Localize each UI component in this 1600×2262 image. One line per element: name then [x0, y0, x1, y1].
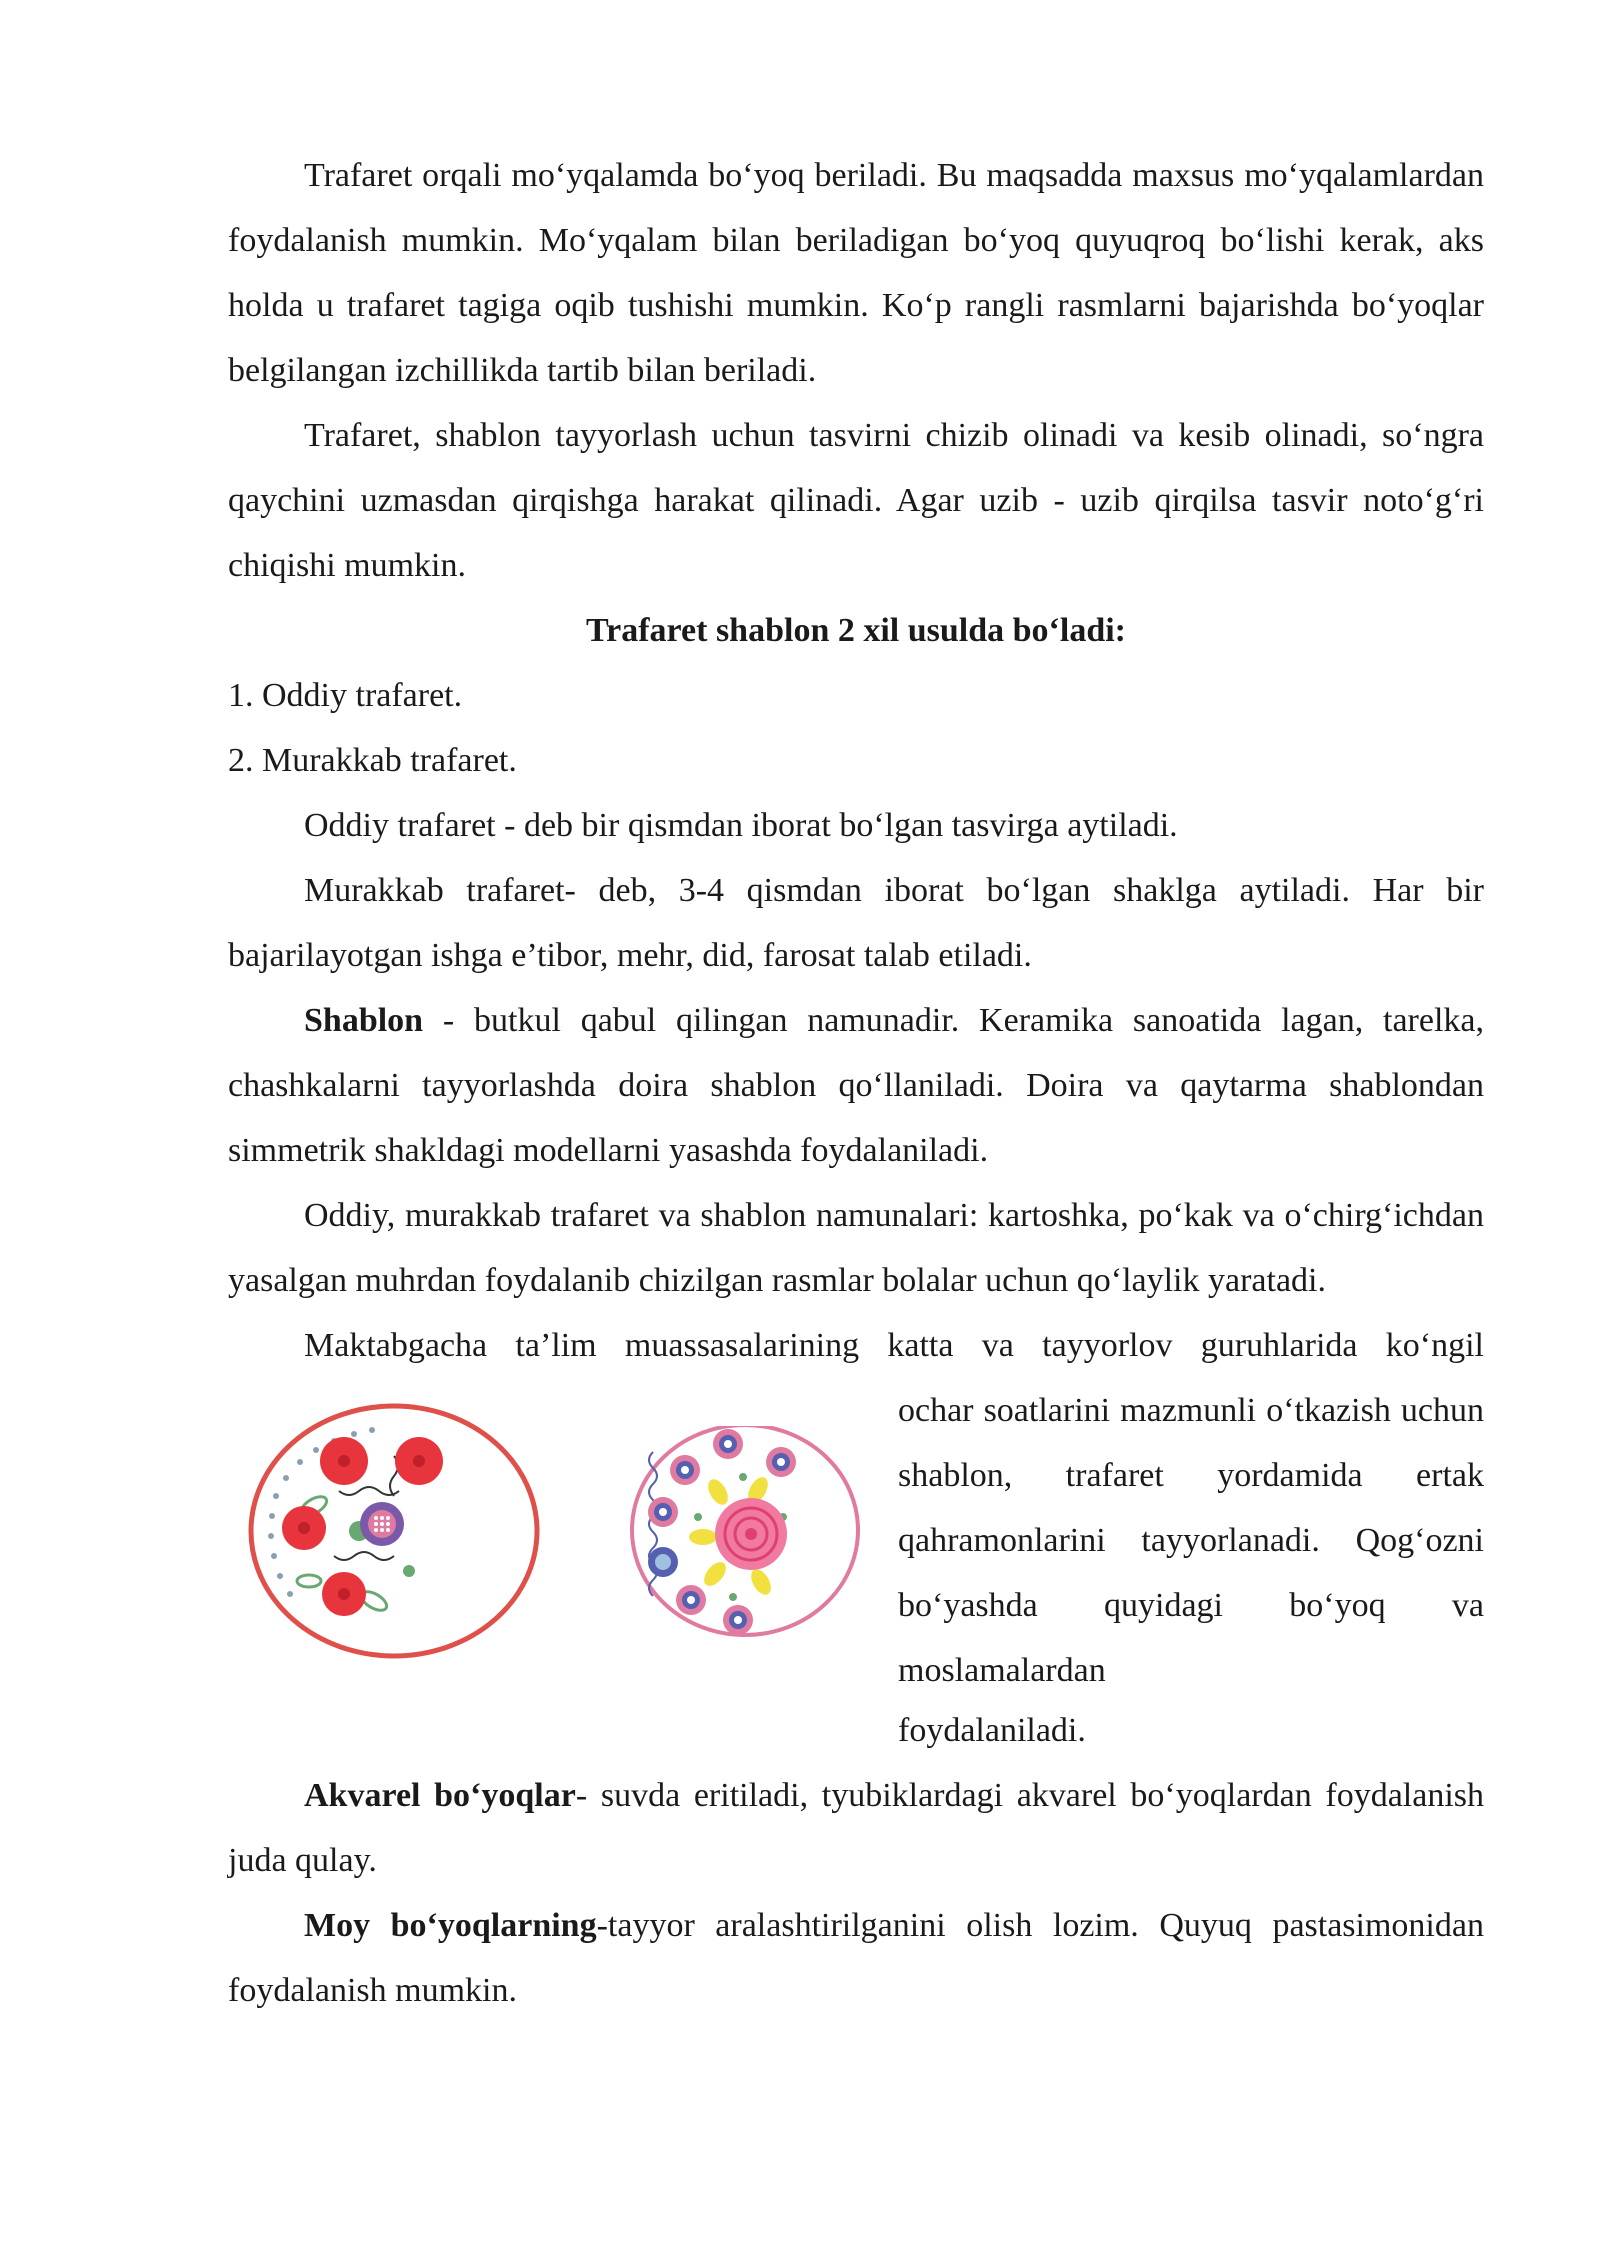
flower-plate-illustration	[244, 1396, 544, 1666]
paragraph-8-text: - suvda eritiladi, tyubiklardagi akvarel bo‘yoqlardan foydalanish juda qulay.	[228, 1777, 1484, 1879]
paragraph-5-text: - butkul qabul qilingan namunadir. Keramika sanoatida lagan, tarelka, chashkalarni tayyorlashda doira shablon qo‘llaniladi. Doira va qaytarma shablondan simmetrik shakldagi modellarni yasashda foydalaniladi.	[228, 1002, 1484, 1169]
paragraph-9	[228, 1893, 1484, 2023]
paragraph-2: Trafaret, shablon tayyorlash uchun tasvirni chizib olinadi va kesib olinadi, so‘ngra qaychini uzmasdan qirqishga harakat qilinadi. Agar uzib - uzib qirqilsa tasvir noto‘g‘ri chiqishi mumkin.	[228, 417, 1484, 584]
term-akvarel: Akvarel bo‘yoqlar	[304, 1777, 576, 1814]
half-plate-illustration	[623, 1422, 868, 1647]
section-heading: Trafaret shablon 2 xil usulda bo‘ladi:	[585, 612, 1126, 649]
stencil-illustrations	[228, 1378, 898, 1703]
figure-with-text	[228, 1378, 1484, 1703]
paragraph-7-end: foydalaniladi.	[898, 1712, 1086, 1749]
paragraph-5	[228, 988, 1484, 1183]
paragraph-4: Murakkab trafaret- deb, 3-4 qismdan iborat bo‘lgan shaklga aytiladi. Har bir bajarilayotgan ishga e’tibor, mehr, did, farosat talab etiladi.	[228, 872, 1484, 974]
list-item-2: 2. Murakkab trafaret.	[228, 742, 517, 779]
paragraph-3: Oddiy trafaret - deb bir qismdan iborat bo‘lgan tasvirga aytiladi.	[304, 807, 1178, 844]
term-moy-boyoq: Moy bo‘yoqlarning	[304, 1907, 597, 1944]
paragraph-8	[228, 1763, 1484, 1893]
paragraph-1: Trafaret orqali mo‘yqalamda bo‘yoq beriladi. Bu maqsadda maxsus mo‘yqalamlardan foydalanish mumkin. Mo‘yqalam bilan beriladigan bo‘yoq quyuqroq bo‘lishi kerak, aks holda u trafaret tagiga oqib tushishi mumkin. Ko‘p rangli rasmlarni bajarishda bo‘yoqlar belgilangan izchillikda tartib bilan beriladi.	[228, 157, 1484, 389]
document-page	[228, 143, 1484, 2023]
paragraph-9-text: -tayyor aralashtirilganini olish lozim. Quyuq pastasimonidan foydalanish mumkin.	[228, 1907, 1484, 2009]
paragraph-7-first-line: Maktabgacha ta’lim muassasalarining katta va tayyorlov guruhlarida ko‘ngil	[304, 1327, 1484, 1364]
list-item-1: 1. Oddiy trafaret.	[228, 677, 463, 714]
paragraph-7-wrapped-text: ochar soatlarini mazmunli o‘tkazish uchun shablon, trafaret yordamida ertak qahramonlarini tayyorlanadi. Qog‘ozni bo‘yashda quyidagi bo‘yoq va moslamalardan	[898, 1392, 1484, 1689]
paragraph-6: Oddiy, murakkab trafaret va shablon namunalari: kartoshka, po‘kak va o‘chirg‘ichdan yasalgan muhrdan foydalanib chizilgan rasmlar bolalar uchun qo‘laylik yaratadi.	[228, 1197, 1484, 1299]
term-shablon: Shablon	[304, 1002, 424, 1039]
